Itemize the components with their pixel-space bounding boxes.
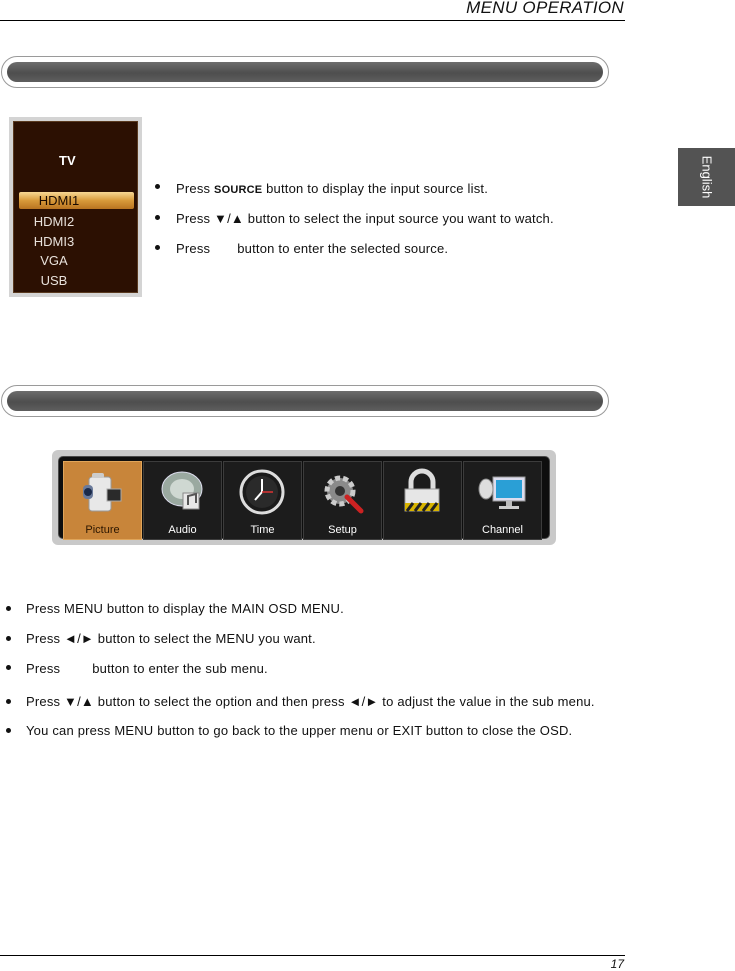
bullet (6, 728, 11, 733)
menu-tile-label: Audio (168, 524, 197, 536)
source-item-usb[interactable]: USB (40, 273, 68, 288)
down-up-arrows: ▼/▲ (214, 211, 244, 226)
bullet (155, 245, 160, 250)
menu-tile-picture[interactable] (63, 461, 142, 540)
left-right-arrows: ◄/► (64, 631, 94, 646)
page-header-title: MENU OPERATION (466, 0, 624, 17)
source-item-selected-highlight[interactable] (19, 192, 134, 209)
menu-tile-channel[interactable] (463, 461, 542, 540)
source-item-vga[interactable]: VGA (40, 253, 68, 268)
menu-instruction-1: Press MENU button to display the MAIN OSD MENU. (26, 601, 344, 616)
menu-tile-setup[interactable] (303, 461, 382, 540)
section-bar-input-source (1, 56, 609, 88)
source-item-hdmi2[interactable]: HDMI2 (33, 214, 75, 229)
menu-tile-time[interactable] (223, 461, 302, 540)
gear-icon (317, 467, 367, 517)
source-item-hdmi3[interactable]: HDMI3 (33, 234, 75, 249)
menu-tile-label: Time (250, 524, 275, 536)
bullet (6, 665, 11, 670)
menu-tile-label: Picture (85, 524, 120, 536)
bullet (6, 606, 11, 611)
left-right-arrows: ◄/► (348, 694, 379, 709)
menu-instruction-2: Press ◄/► button to select the MENU you want. (26, 631, 316, 646)
footer-rule (0, 955, 625, 956)
speaker-icon (157, 467, 207, 517)
clock-icon (237, 467, 287, 517)
main-osd-menu (52, 450, 556, 545)
header-rule (0, 20, 625, 21)
menu-tile-audio[interactable] (143, 461, 222, 540)
down-up-arrows: ▼/▲ (64, 694, 94, 709)
bullet (155, 184, 160, 189)
menu-tile-label: Setup (328, 524, 357, 536)
satellite-tv-icon (477, 467, 527, 517)
camcorder-icon (77, 467, 127, 517)
menu-instruction-3: Press button to enter the sub menu. (26, 661, 268, 676)
source-instruction-3: Press button to enter the selected source. (176, 241, 449, 256)
menu-tile-label: Channel (482, 524, 523, 536)
section-bar-main-menu (1, 385, 609, 417)
bullet (155, 215, 160, 220)
language-tab-label: English (699, 155, 714, 199)
source-key-label: SOURCE (214, 184, 263, 196)
menu-instruction-4: Press ▼/▲ button to select the option and then press ◄/► to adjust the value in the sub menu. (26, 694, 595, 709)
page-number: 17 (610, 957, 624, 971)
bullet (6, 636, 11, 641)
source-instruction-2: Press ▼/▲ button to select the input source you want to watch. (176, 211, 554, 226)
language-tab (678, 148, 735, 206)
input-source-list (9, 117, 142, 297)
menu-instruction-5: You can press MENU button to go back to the upper menu or EXIT button to close the OSD. (26, 723, 573, 738)
bullet (6, 699, 11, 704)
menu-tile-lock[interactable] (383, 461, 462, 540)
source-item-tv[interactable]: TV (59, 153, 76, 168)
source-item-hdmi1: HDMI1 (38, 193, 80, 208)
source-instruction-1: Press SOURCE button to display the input source list. (176, 181, 489, 196)
lock-icon (397, 467, 447, 517)
